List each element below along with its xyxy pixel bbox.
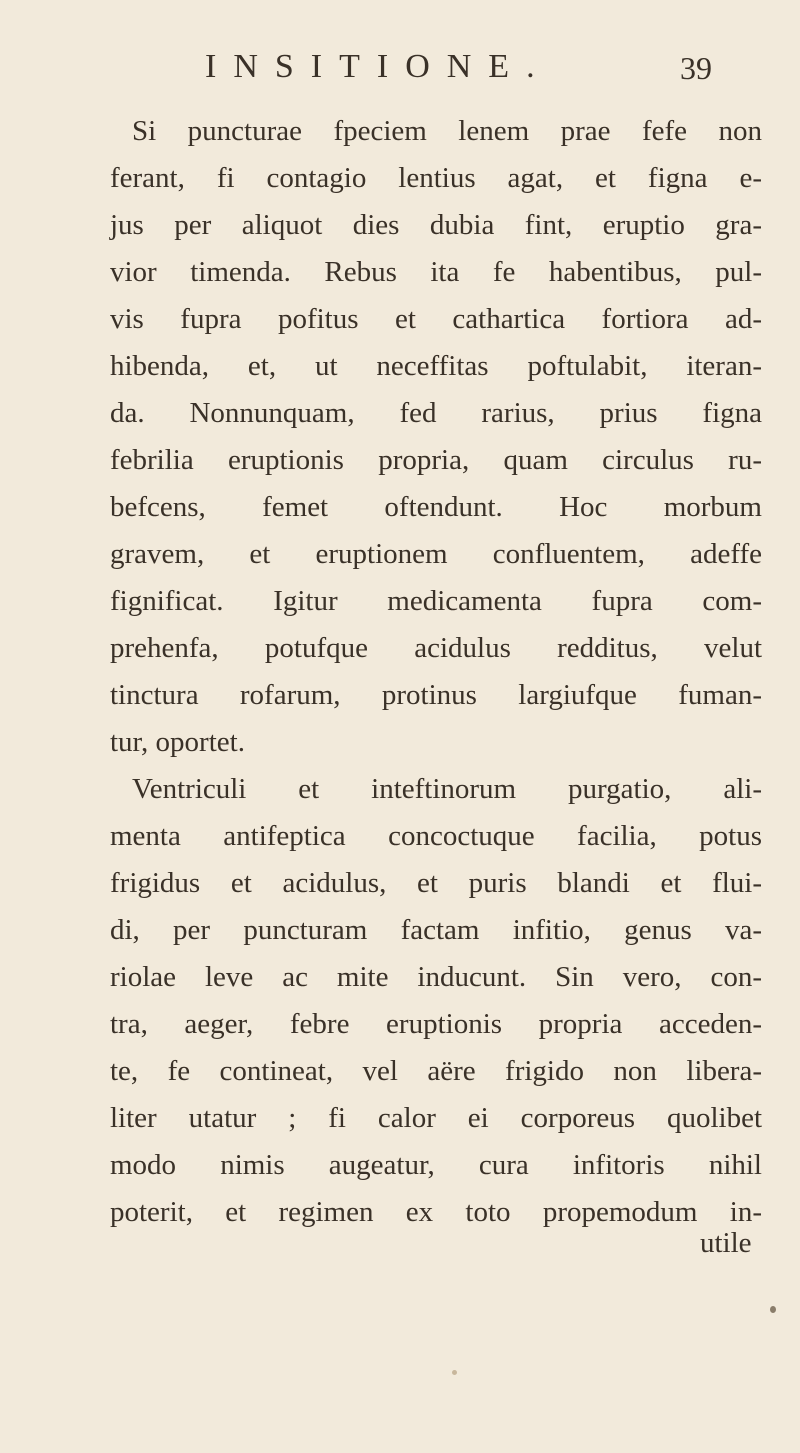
text-line: frigidus et acidulus, et puris blandi et flui- xyxy=(110,867,762,899)
text-line: liter utatur ; fi calor ei corporeus quolibet xyxy=(110,1102,762,1134)
page-body xyxy=(110,108,762,1236)
running-header: INSITIONE. xyxy=(205,48,552,85)
page-number: 39 xyxy=(680,50,712,86)
text-line: menta antifeptica concoctuque facilia, potus xyxy=(110,820,762,852)
text-line: modo nimis augeatur, cura infitoris nihil xyxy=(110,1149,762,1181)
text-line: vior timenda. Rebus ita fe habentibus, pul- xyxy=(110,256,762,288)
text-line: febrilia eruptionis propria, quam circulus ru- xyxy=(110,444,762,476)
text-line: da. Nonnunquam, fed rarius, prius figna xyxy=(110,397,762,429)
text-line: befcens, femet oftendunt. Hoc morbum xyxy=(110,491,762,523)
text-line: tinctura rofarum, protinus largiufque fuman- xyxy=(110,679,762,711)
text-line: vis fupra pofitus et cathartica fortiora ad- xyxy=(110,303,762,335)
text-line: te, fe contineat, vel aëre frigido non libera- xyxy=(110,1055,762,1087)
text-line: fignificat. Igitur medicamenta fupra com- xyxy=(110,585,762,617)
text-line: di, per puncturam factam infitio, genus va- xyxy=(110,914,762,946)
paragraph-2 xyxy=(110,766,762,1236)
text-line: jus per aliquot dies dubia fint, eruptio gra- xyxy=(110,209,762,241)
text-line: ferant, fi contagio lentius agat, et figna e- xyxy=(110,162,762,194)
text-line: riolae leve ac mite inducunt. Sin vero, con- xyxy=(110,961,762,993)
ink-spot xyxy=(770,1306,776,1313)
text-line: gravem, et eruptionem confluentem, adeffe xyxy=(110,538,762,570)
text-line: Ventriculi et inteftinorum purgatio, ali- xyxy=(132,773,762,805)
text-line: tur, oportet. xyxy=(110,726,245,758)
paragraph-1 xyxy=(110,108,762,766)
text-line: poterit, et regimen ex toto propemodum in- xyxy=(110,1196,762,1228)
catchword: utile xyxy=(700,1227,752,1259)
text-line: hibenda, et, ut neceffitas poftulabit, iteran- xyxy=(110,350,762,382)
text-line: prehenfa, potufque acidulus redditus, velut xyxy=(110,632,762,664)
ink-spot xyxy=(452,1370,457,1375)
text-line: tra, aeger, febre eruptionis propria acceden- xyxy=(110,1008,762,1040)
text-line: Si puncturae fpeciem lenem prae fefe non xyxy=(132,115,762,147)
